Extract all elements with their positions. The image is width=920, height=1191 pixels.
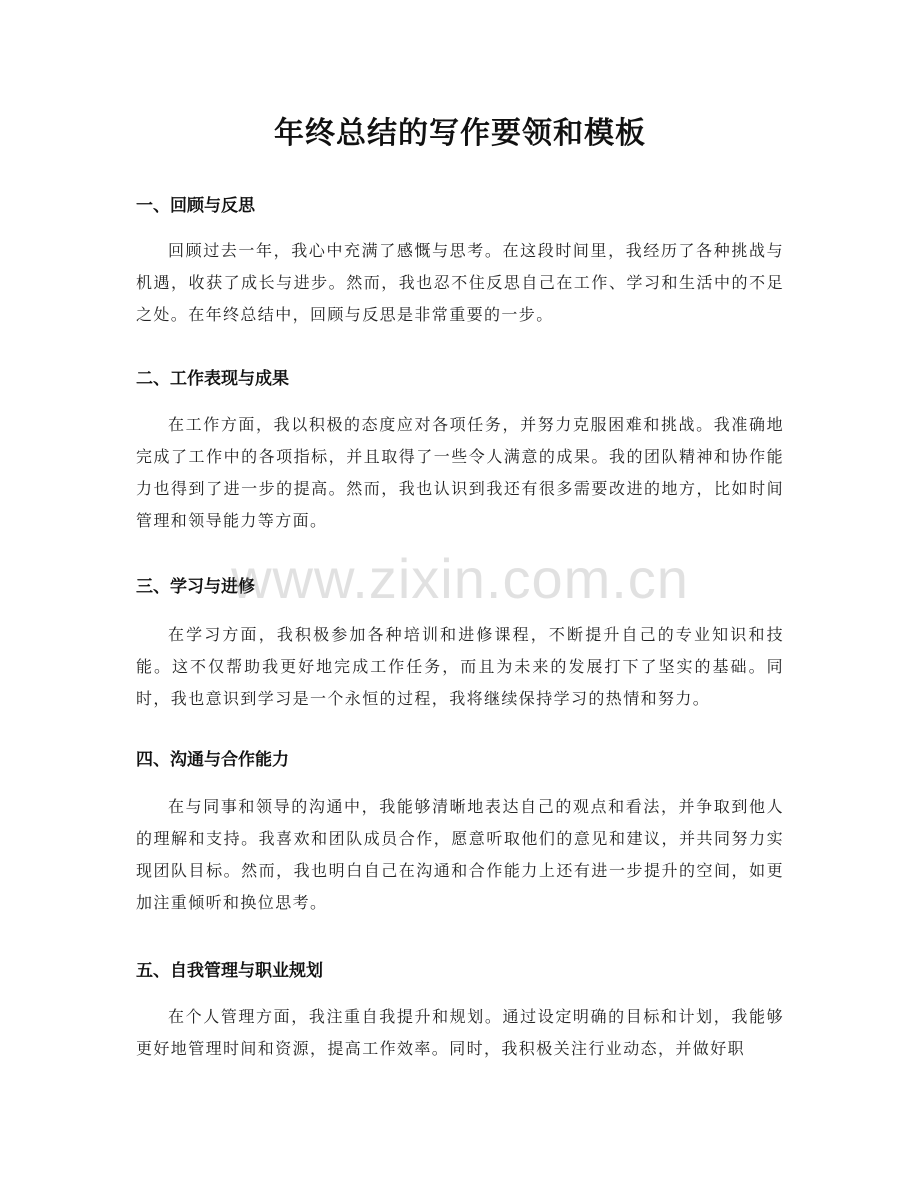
section-body-1: 回顾过去一年，我心中充满了感慨与思考。在这段时间里，我经历了各种挑战与机遇，收获了成长与进步。然而，我也忍不住反思自己在工作、学习和生活中的不足之处。在年终总结中，回顾与反思是非常重要的一步。 <box>136 241 784 324</box>
page-title: 年终总结的写作要领和模板 <box>274 116 646 151</box>
section-body-3: 在学习方面，我积极参加各种培训和进修课程，不断提升自己的专业知识和技能。这不仅帮助我更好地完成工作任务，而且为未来的发展打下了坚实的基础。同时，我也意识到学习是一个永恒的过程，我将继续保持学习的热情和努力。 <box>136 625 784 708</box>
section-heading-4: 四、沟通与合作能力 <box>136 750 289 770</box>
section-body-2: 在工作方面，我以积极的态度应对各项任务，并努力克服困难和挑战。我准确地完成了工作中的各项指标，并且取得了一些令人满意的成果。我的团队精神和协作能力也得到了进一步的提高。然而，我也认识到我还有很多需要改进的地方，比如时间管理和领导能力等方面。 <box>136 415 784 530</box>
section-heading-1: 一、回顾与反思 <box>136 196 255 216</box>
section-body-4: 在与同事和领导的沟通中，我能够清晰地表达自己的观点和看法，并争取到他人的理解和支持。我喜欢和团队成员合作，愿意听取他们的意见和建议，并共同努力实现团队目标。然而，我也明白自己在沟通和合作能力上还有进一步提升的空间，如更加注重倾听和换位思考。 <box>136 797 784 912</box>
section-heading-5: 五、自我管理与职业规划 <box>136 961 323 981</box>
section-heading-3: 三、学习与进修 <box>136 577 255 597</box>
watermark-text: www.zixin.com.cn <box>231 547 689 610</box>
section-body-5: 在个人管理方面，我注重自我提升和规划。通过设定明确的目标和计划，我能够更好地管理时间和资源，提高工作效率。同时，我积极关注行业动态，并做好职 <box>136 1007 784 1058</box>
section-heading-2: 二、工作表现与成果 <box>136 369 289 389</box>
